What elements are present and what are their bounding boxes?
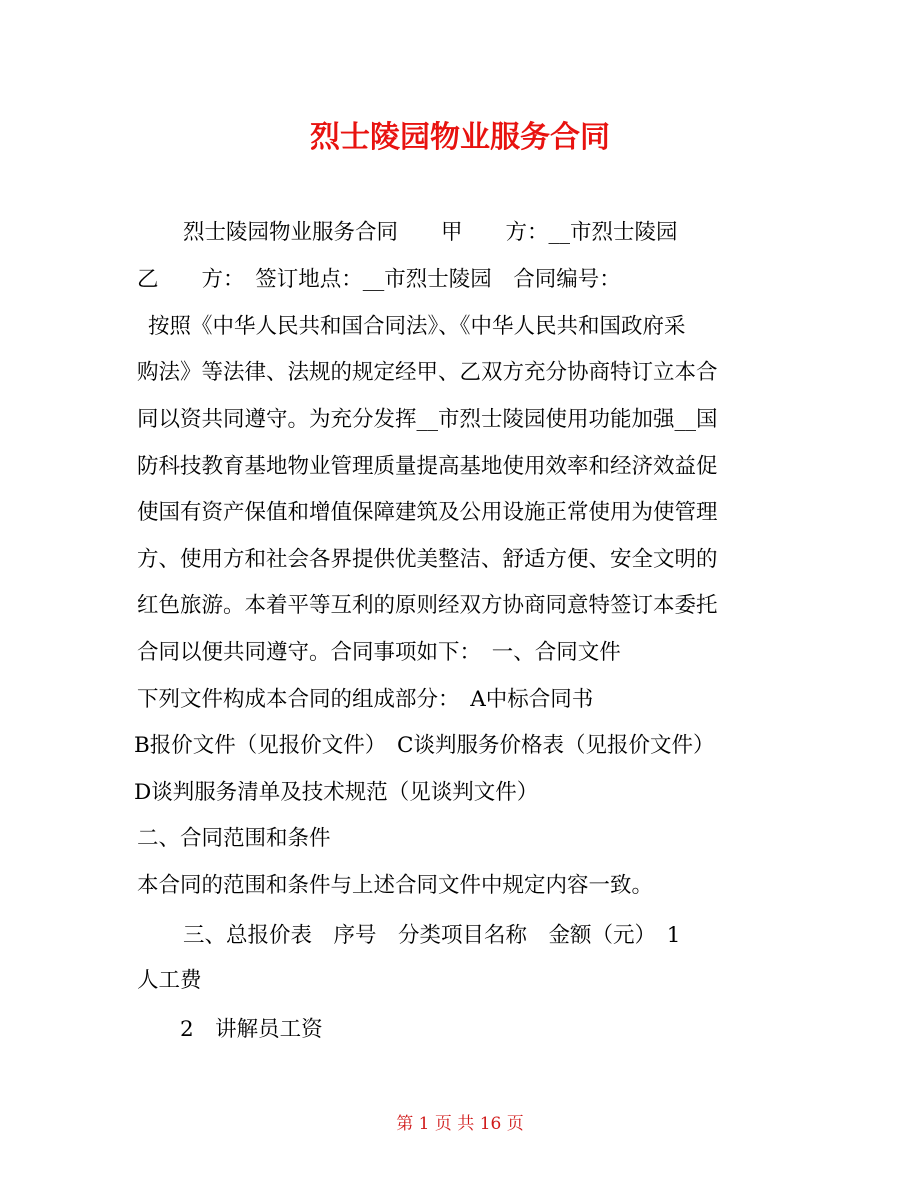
body-line-15: 本合同的范围和条件与上述合同文件中规定内容一致。 <box>137 873 654 898</box>
body-line-16: 三、总报价表 序号 分类项目名称 金额（元） 1 <box>183 923 681 948</box>
body-line-13: D谈判服务清单及技术规范（见谈判文件） <box>134 780 539 805</box>
body-line-9: 红色旅游。本着平等互利的原则经双方协商同意特签订本委托 <box>137 593 718 618</box>
body-line-17: 人工费 <box>137 968 202 993</box>
body-line-1: 烈士陵园物业服务合同 甲 方：__市烈士陵园 <box>183 220 678 245</box>
body-line-10: 合同以便共同遵守。合同事项如下： 一、合同文件 <box>137 640 621 665</box>
body-line-14: 二、合同范围和条件 <box>137 826 331 851</box>
body-line-7: 使国有资产保值和增值保障建筑及公用设施正常使用为使管理 <box>137 500 718 525</box>
body-line-2: 乙 方： 签订地点：__市烈士陵园 合同编号： <box>137 267 621 292</box>
body-line-6: 防科技教育基地物业管理质量提高基地使用效率和经济效益促 <box>137 454 718 479</box>
body-line-12: B报价文件（见报价文件） C谈判服务价格表（见报价文件） <box>134 733 715 758</box>
page-footer: 第 1 页 共 16 页 <box>396 1114 524 1134</box>
body-line-3: 按照《中华人民共和国合同法》、《中华人民共和国政府采 <box>148 314 686 339</box>
body-line-8: 方、使用方和社会各界提供优美整洁、舒适方便、安全文明的 <box>137 547 718 572</box>
body-line-5: 同以资共同遵守。为充分发挥__市烈士陵园使用功能加强__国 <box>137 407 718 432</box>
body-line-4: 购法》等法律、法规的规定经甲、乙双方充分协商特订立本合 <box>137 360 718 385</box>
body-line-18: 2 讲解员工资 <box>180 1017 323 1042</box>
document-title: 烈士陵园物业服务合同 <box>310 120 610 155</box>
body-line-11: 下列文件构成本合同的组成部分： A中标合同书 <box>137 687 594 712</box>
